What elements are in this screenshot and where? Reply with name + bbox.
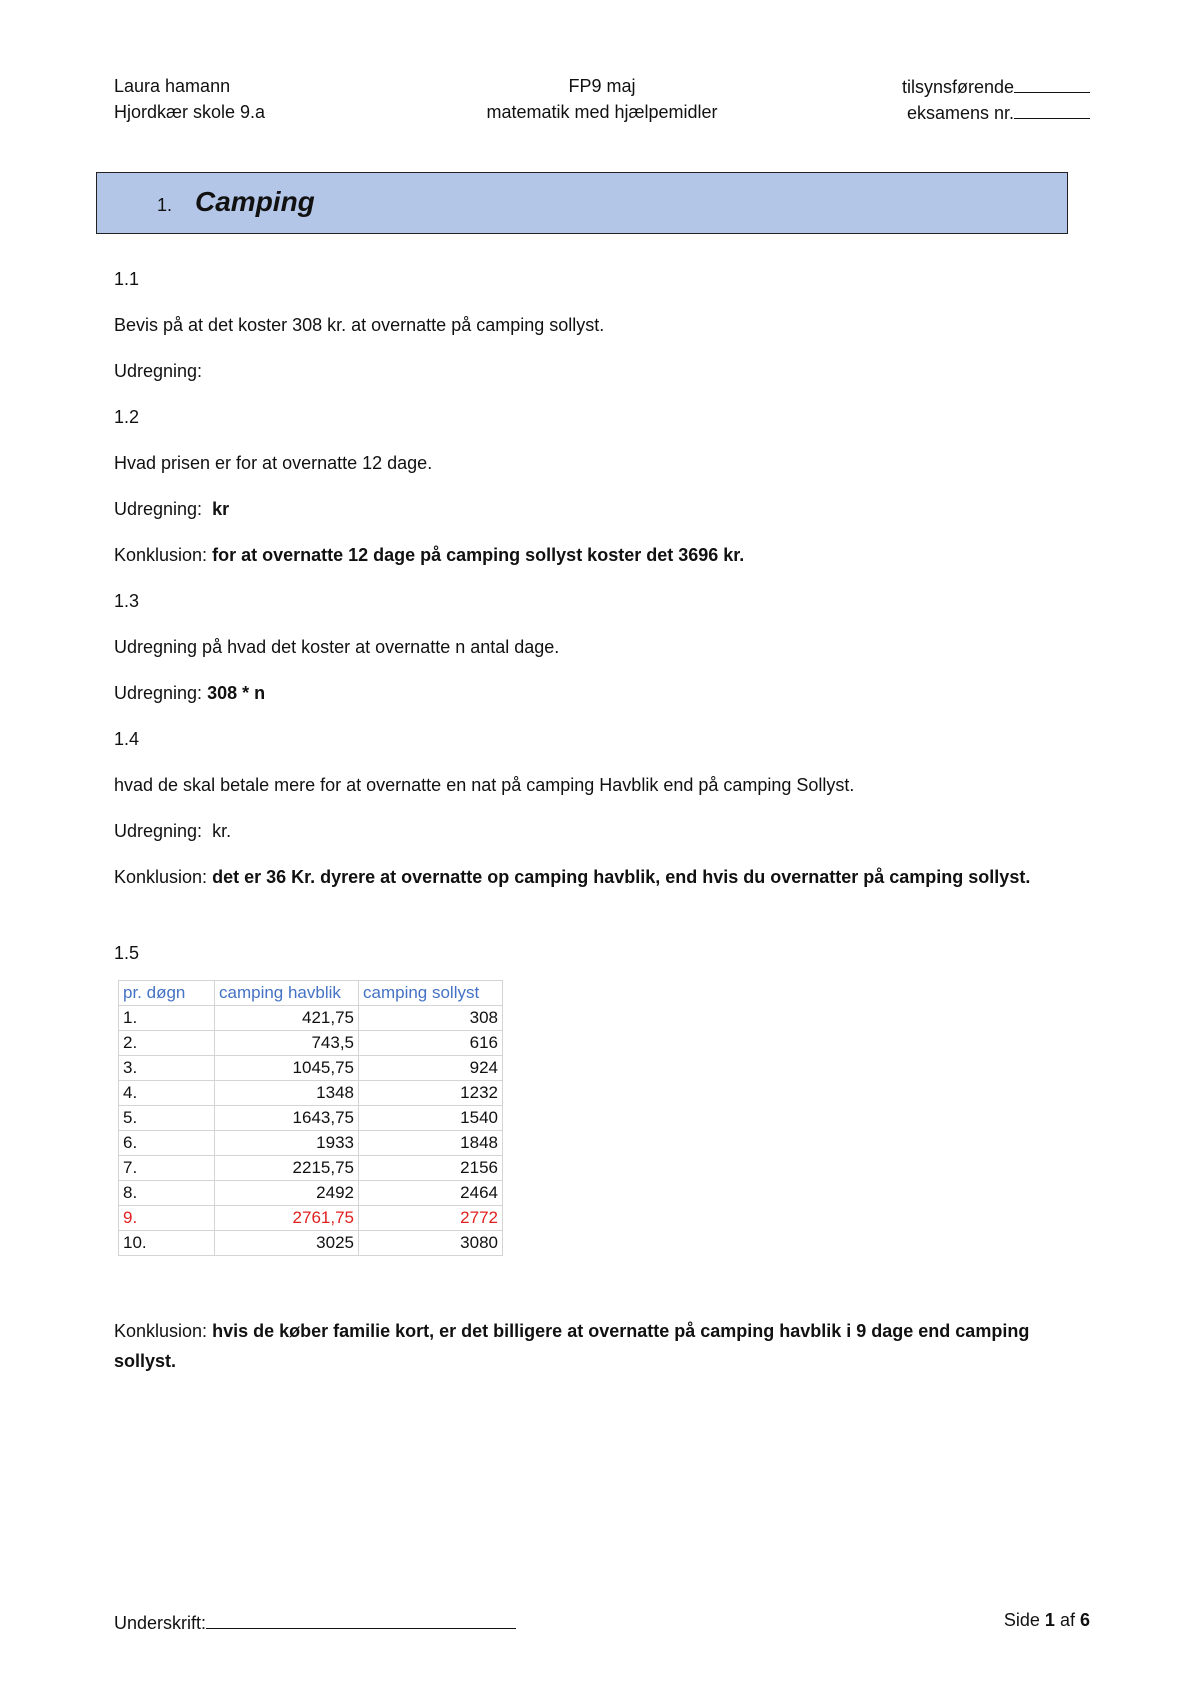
q1-2-calc <box>114 494 229 524</box>
school-class: Hjordkær skole 9.a <box>114 102 266 122</box>
q1-4-calc <box>114 816 231 846</box>
table-row-cell-1: 3025 <box>215 1231 359 1256</box>
exam-subject: matematik med hjælpemidler <box>486 102 718 122</box>
supervisor-line <box>1014 76 1090 93</box>
q1-3-calc <box>114 678 265 708</box>
page-total: 6 <box>1079 1610 1090 1630</box>
q1-4-question: hvad de skal betale mere for at overnatte en nat på camping Havblik end på camping Sollyst. <box>114 775 855 795</box>
table-row <box>119 1081 503 1106</box>
q1-5-conclusion-text: hvis de køber familie kort, er det billigere at overnatte på camping havblik i 9 dage end camping sollyst. <box>114 1321 1030 1371</box>
price-table-body <box>119 981 503 1256</box>
page-indicator <box>1004 1610 1090 1631</box>
section-title: Camping <box>195 186 315 217</box>
table-row-cell-0: 2. <box>119 1031 215 1056</box>
table-row-cell-1: 1348 <box>215 1081 359 1106</box>
table-row <box>119 1056 503 1081</box>
q1-3-calc-value: 308 * n <box>207 683 266 703</box>
signature-label: Underskrift: <box>114 1613 207 1633</box>
price-table <box>118 980 503 1256</box>
header-row-1 <box>114 76 1090 100</box>
table-row-cell-2: 3080 <box>359 1231 503 1256</box>
table-row-cell-2: 1848 <box>359 1131 503 1156</box>
signature-field <box>114 1610 516 1634</box>
section-banner <box>96 172 1068 234</box>
q1-5-label: 1.5 <box>114 943 140 963</box>
q1-1-question: Bevis på at det koster 308 kr. at overnatte på camping sollyst. <box>114 315 605 335</box>
table-row-cell-0: 7. <box>119 1156 215 1181</box>
table-row-cell-1: 1045,75 <box>215 1056 359 1081</box>
q1-3-label: 1.3 <box>114 591 140 611</box>
table-row <box>119 1231 503 1256</box>
signature-line[interactable] <box>206 1610 516 1629</box>
exam-number-label: eksamens nr. <box>906 103 1014 123</box>
table-row-cell-0: 6. <box>119 1131 215 1156</box>
q1-2-conclusion-label: Konklusion: <box>114 545 208 565</box>
q1-5-conclusion <box>114 1316 1044 1376</box>
q1-2-conclusion-text: for at overnatte 12 dage på camping sollyst koster det 3696 kr. <box>212 545 745 565</box>
q1-4-conclusion-label: Konklusion: <box>114 867 208 887</box>
table-row-cell-1: 743,5 <box>215 1031 359 1056</box>
q1-2-calc-value: kr <box>212 499 230 519</box>
table-row-cell-2: 308 <box>359 1006 503 1031</box>
table-row-cell-2: 2772 <box>359 1206 503 1231</box>
page-current: 1 <box>1044 1610 1055 1630</box>
table-row-cell-1: 421,75 <box>215 1006 359 1031</box>
page-prefix: Side <box>1003 1610 1040 1630</box>
table-row-cell-2: 1540 <box>359 1106 503 1131</box>
table-row-cell-2: 2156 <box>359 1156 503 1181</box>
q1-4-conclusion-text: det er 36 Kr. dyrere at overnatte op camping havblik, end hvis du overnatter på camping sollyst. <box>212 867 1031 887</box>
q1-1-calc-label: Udregning: <box>114 361 203 381</box>
q1-4-label: 1.4 <box>114 729 140 749</box>
page-of: af <box>1059 1610 1075 1630</box>
table-row-cell-2: 924 <box>359 1056 503 1081</box>
header-row-2 <box>114 102 1090 126</box>
table-row-cell-0: 10. <box>119 1231 215 1256</box>
exam-number-field <box>907 102 1090 124</box>
q1-3-calc-label: Udregning: <box>114 683 203 703</box>
q1-3-question: Udregning på hvad det koster at overnatte n antal dage. <box>114 637 560 657</box>
table-row-cell-0: 8. <box>119 1181 215 1206</box>
student-name: Laura hamann <box>114 76 231 96</box>
q1-2-label: 1.2 <box>114 407 140 427</box>
table-row-cell-2: 1232 <box>359 1081 503 1106</box>
table-row-cell-1: 2215,75 <box>215 1156 359 1181</box>
table-row <box>119 1206 503 1231</box>
table-row <box>119 1031 503 1056</box>
table-header-row <box>119 981 503 1006</box>
table-header-row-cell-2: camping sollyst <box>359 981 503 1006</box>
table-row-cell-0: 3. <box>119 1056 215 1081</box>
exam-number-line <box>1014 102 1090 119</box>
table-row-cell-2: 2464 <box>359 1181 503 1206</box>
supervisor-field <box>902 76 1090 98</box>
table-row-cell-1: 2492 <box>215 1181 359 1206</box>
q1-2-conclusion <box>114 540 744 570</box>
table-row <box>119 1131 503 1156</box>
q1-2-calc-label: Udregning: <box>114 499 203 519</box>
table-row <box>119 1006 503 1031</box>
table-row-cell-1: 1643,75 <box>215 1106 359 1131</box>
table-row-cell-1: 1933 <box>215 1131 359 1156</box>
table-row <box>119 1106 503 1131</box>
table-row <box>119 1181 503 1206</box>
supervisor-label: tilsynsførende <box>901 77 1014 97</box>
table-row-cell-0: 5. <box>119 1106 215 1131</box>
table-row <box>119 1156 503 1181</box>
table-header-row-cell-0: pr. døgn <box>119 981 215 1006</box>
exam-title: FP9 maj <box>568 76 636 96</box>
q1-4-calc-label: Udregning: <box>114 821 203 841</box>
table-row-cell-0: 4. <box>119 1081 215 1106</box>
table-row-cell-0: 1. <box>119 1006 215 1031</box>
table-row-cell-0: 9. <box>119 1206 215 1231</box>
table-header-row-cell-1: camping havblik <box>215 981 359 1006</box>
table-row-cell-1: 2761,75 <box>215 1206 359 1231</box>
q1-1-label: 1.1 <box>114 269 140 289</box>
section-number: 1. <box>157 195 173 215</box>
q1-4-conclusion <box>114 862 1044 892</box>
q1-2-question: Hvad prisen er for at overnatte 12 dage. <box>114 453 433 473</box>
q1-5-conclusion-label: Konklusion: <box>114 1321 208 1341</box>
table-row-cell-2: 616 <box>359 1031 503 1056</box>
q1-4-calc-value: kr. <box>212 821 232 841</box>
